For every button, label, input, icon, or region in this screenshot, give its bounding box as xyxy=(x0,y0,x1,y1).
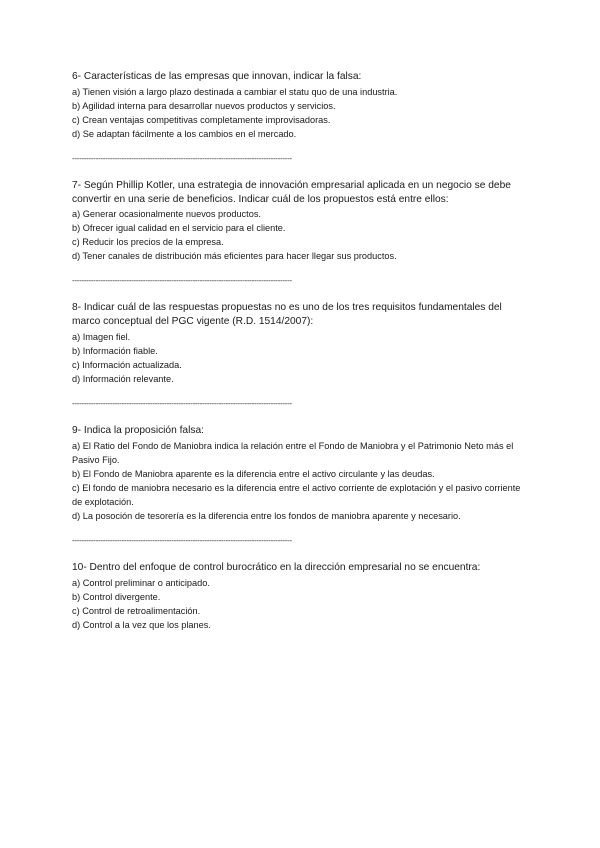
option-a: a) Tienen visión a largo plazo destinada a cambiar el statu quo de una industria. xyxy=(72,86,398,97)
question-title: 9- Indica la proposición falsa: xyxy=(72,424,204,436)
option-a: a) El Ratio del Fondo de Maniobra indica la relación entre el Fondo de Maniobra y el Patrimonio Neto más el Pasivo Fijo. xyxy=(72,440,514,465)
option-c: c) El fondo de maniobra necesario es la diferencia entre el activo corriente de explotación y el pasivo corriente de explotación. xyxy=(72,482,521,507)
option-d: d) La posoción de tesorería es la diferencia entre los fondos de maniobra aparente y necesario. xyxy=(72,510,461,521)
question-title: 8- Indicar cuál de las respuestas propuestas no es uno de los tres requisitos fundamentales del marco conceptual del PGC vigente (R.D. 1514/2007): xyxy=(72,302,502,328)
option-b: b) El Fondo de Maniobra aparente es la diferencia entre el activo circulante y las deudas. xyxy=(72,468,435,479)
option-a: a) Imagen fiel. xyxy=(72,331,131,342)
question-7 xyxy=(72,179,532,264)
question-6 xyxy=(72,70,532,141)
option-b: b) Control divergente. xyxy=(72,591,161,602)
question-title: 6- Características de las empresas que innovan, indicar la falsa: xyxy=(72,71,362,82)
option-a: a) Control preliminar o anticipado. xyxy=(72,577,210,588)
separator-line: --------------------------------------------------------------------------------------------- xyxy=(72,153,292,163)
option-b: b) Ofrecer igual calidad en el servicio para el cliente. xyxy=(72,223,286,234)
question-title: 10- Dentro del enfoque de control burocrático en la dirección empresarial no se encuentra: xyxy=(72,561,481,573)
question-10 xyxy=(72,561,532,632)
question-8 xyxy=(72,301,532,386)
separator-line: --------------------------------------------------------------------------------------------- xyxy=(72,398,292,408)
question-title: 7- Según Phillip Kotler, una estrategia de innovación empresarial aplicada en un negocio se debe convertir en una serie de beneficios. Indicar cuál de los propuestos está entre ellos: xyxy=(72,179,511,205)
option-d: d) Tener canales de distribución más eficientes para hacer llegar sus productos. xyxy=(72,251,397,262)
option-d: d) Se adaptan fácilmente a los cambios en el mercado. xyxy=(72,128,297,139)
option-a: a) Generar ocasionalmente nuevos productos. xyxy=(72,209,261,220)
option-c: c) Control de retroalimentación. xyxy=(72,605,201,616)
separator-line: --------------------------------------------------------------------------------------------- xyxy=(72,535,292,545)
option-d: d) Control a la vez que los planes. xyxy=(72,619,211,630)
option-c: c) Crean ventajas competitivas completamente improvisadoras. xyxy=(72,114,331,125)
question-9 xyxy=(72,424,532,523)
option-c: c) Información actualizada. xyxy=(72,359,182,370)
option-c: c) Reducir los precios de la empresa. xyxy=(72,237,224,248)
option-b: b) Agilidad interna para desarrollar nuevos productos y servicios. xyxy=(72,100,336,111)
separator-line: --------------------------------------------------------------------------------------------- xyxy=(72,276,292,286)
quiz-content xyxy=(72,70,532,632)
option-b: b) Información fiable. xyxy=(72,345,158,356)
option-d: d) Información relevante. xyxy=(72,373,174,384)
